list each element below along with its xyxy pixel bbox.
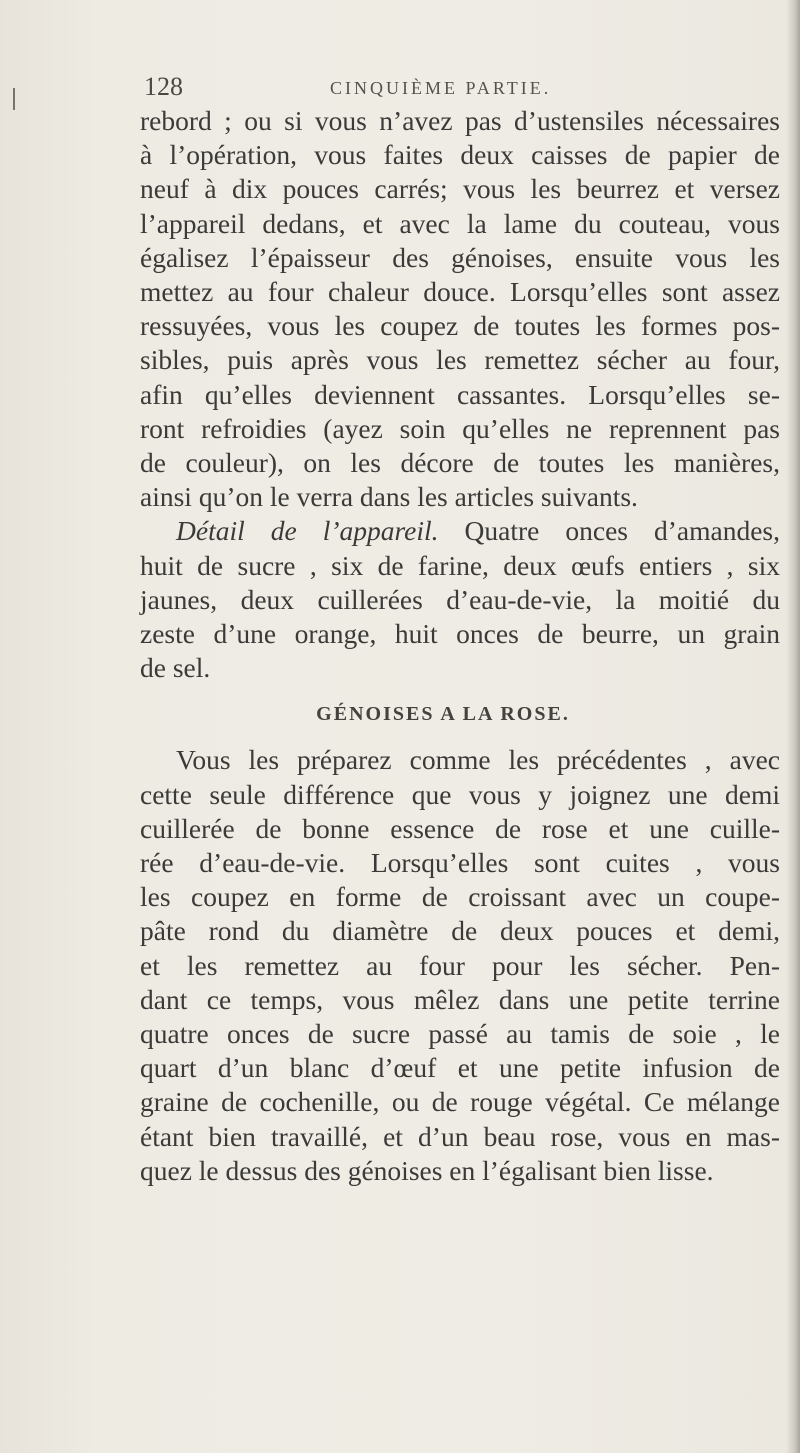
text-line: rée d’eau-de-vie. Lorsqu’elles sont cuites , vous (140, 847, 780, 879)
text-line: les coupez en forme de croissant avec un coupe- (140, 881, 780, 913)
text-line: cuillerée de bonne essence de rose et une cuille- (140, 812, 780, 844)
text-line: jaunes, deux cuillerées d’eau-de-vie, la moitié du (140, 583, 780, 615)
text-line: neuf à dix pouces carrés; vous les beurrez et versez (140, 173, 780, 205)
text-line (140, 514, 780, 548)
text-line: l’appareil dedans, et avec la lame du couteau, vous (140, 207, 780, 239)
page-edge-shadow (786, 0, 800, 1453)
text-line: de sel. (140, 652, 211, 684)
running-head: CINQUIÈME PARTIE. (330, 78, 552, 98)
text-line: mettez au four chaleur douce. Lorsqu’elles sont assez (140, 276, 780, 308)
section-title: GÉNOISES A LA ROSE. (316, 703, 570, 726)
text-line: étant bien travaillé, et d’un beau rose, vous en mas- (140, 1120, 780, 1152)
text-line: quart d’un blanc d’œuf et une petite infusion de (140, 1052, 780, 1084)
text-line: cette seule différence que vous y joignez une demi (140, 778, 780, 810)
paragraph-recipe (140, 743, 780, 1188)
page-number: 128 (144, 72, 183, 101)
text-line: rebord ; ou si vous n’avez pas d’ustensiles nécessaires (140, 105, 780, 136)
text-line: afin qu’elles deviennent cassantes. Lorsqu’elles se- (140, 378, 780, 410)
italic-lead: Détail de l’appareil. (176, 515, 439, 547)
text-line: huit de sucre , six de farine, deux œufs entiers , six (140, 549, 780, 581)
text-fragment: Quatre onces d’amandes, (438, 515, 780, 547)
body-text (140, 104, 780, 1188)
text-line: quez le dessus des génoises en l’égalisant bien lisse. (140, 1154, 714, 1186)
text-line: de couleur), on les décore de toutes les manières, (140, 447, 780, 479)
text-line: ressuyées, vous les coupez de toutes les formes pos- (140, 310, 780, 342)
paragraph-ingredients (140, 514, 780, 685)
margin-mark (13, 88, 15, 110)
text-line: à l’opération, vous faites deux caisses de papier de (140, 139, 780, 171)
text-line: dant ce temps, vous mêlez dans une petite terrine (140, 983, 780, 1015)
text-line: zeste d’une orange, huit onces de beurre, un grain (140, 618, 780, 650)
text-line: graine de cochenille, ou de rouge végétal. Ce mélange (140, 1086, 780, 1118)
text-line: Vous les préparez comme les précédentes , avec (176, 744, 780, 776)
text-line: égalisez l’épaisseur des génoises, ensuite vous les (140, 241, 780, 273)
text-line: sibles, puis après vous les remettez sécher au four, (140, 344, 780, 376)
text-line: ront refroidies (ayez soin qu’elles ne reprennent pas (140, 412, 780, 444)
text-line: pâte rond du diamètre de deux pouces et demi, (140, 915, 780, 947)
text-line: quatre onces de sucre passé au tamis de soie , le (140, 1018, 780, 1050)
text-line: et les remettez au four pour les sécher. Pen- (140, 949, 780, 981)
text-line: ainsi qu’on le verra dans les articles suivants. (140, 481, 638, 513)
paragraph-intro (140, 104, 780, 514)
page-header (144, 73, 784, 101)
